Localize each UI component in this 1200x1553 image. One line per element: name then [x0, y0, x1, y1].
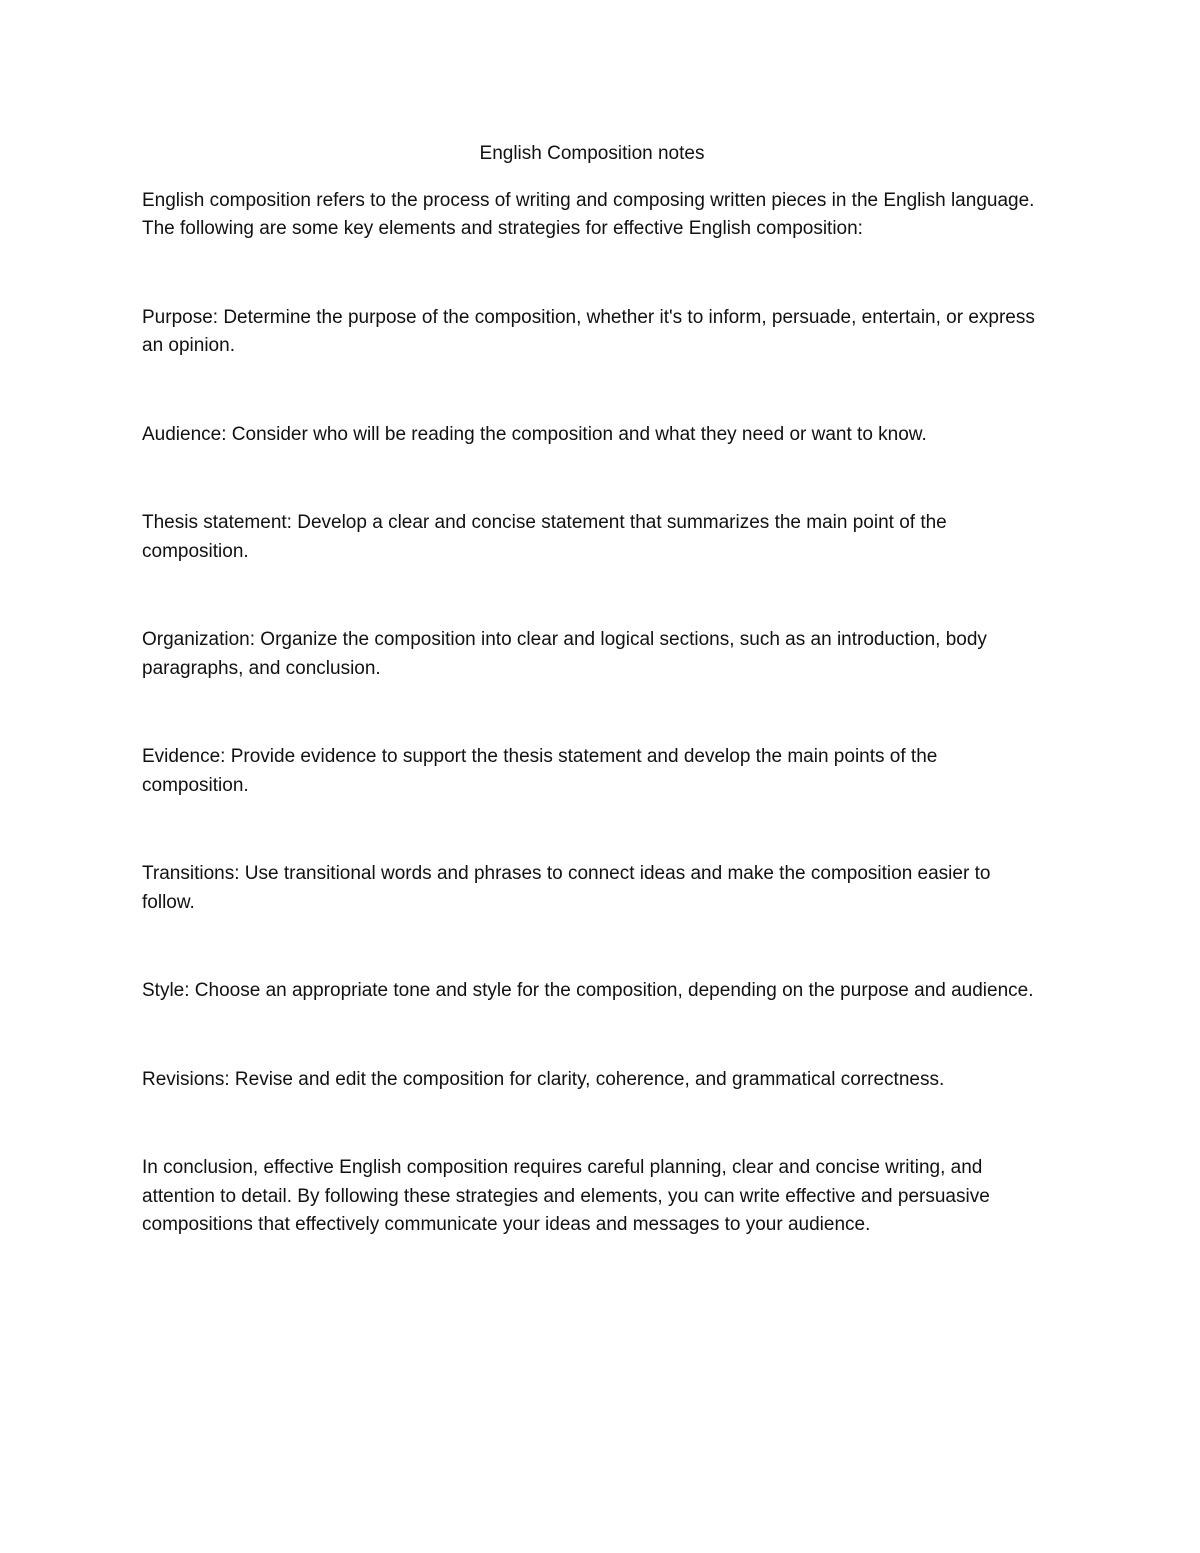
section-audience: Audience: Consider who will be reading the composition and what they need or want to know.	[142, 423, 927, 445]
document-title: English Composition notes	[479, 143, 705, 164]
conclusion-paragraph: In conclusion, effective English composition requires careful planning, clear and concise writing, and attention to detail. By following these strategies and elements, you can write effective and persuasive compositions that effectively communicate your ideas and messages to your audience.	[142, 1157, 990, 1235]
section-style: Style: Choose an appropriate tone and style for the composition, depending on the purpose and audience.	[142, 980, 1034, 1001]
section-organization: Organization: Organize the composition into clear and logical sections, such as an introduction, body paragraphs, and conclusion.	[142, 629, 987, 679]
section-evidence: Evidence: Provide evidence to support the thesis statement and develop the main points of the composition.	[142, 746, 938, 796]
section-thesis-statement: Thesis statement: Develop a clear and concise statement that summarizes the main point of the composition.	[142, 512, 947, 562]
document-body	[142, 140, 1042, 1240]
section-transitions: Transitions: Use transitional words and phrases to connect ideas and make the composition easier to follow.	[142, 863, 991, 913]
section-purpose: Purpose: Determine the purpose of the composition, whether it's to inform, persuade, entertain, or express an opinion.	[142, 306, 1035, 356]
section-revisions: Revisions: Revise and edit the composition for clarity, coherence, and grammatical correctness.	[142, 1068, 945, 1090]
intro-paragraph: English composition refers to the process of writing and composing written pieces in the English language. The following are some key elements and strategies for effective English composition:	[142, 189, 1035, 239]
